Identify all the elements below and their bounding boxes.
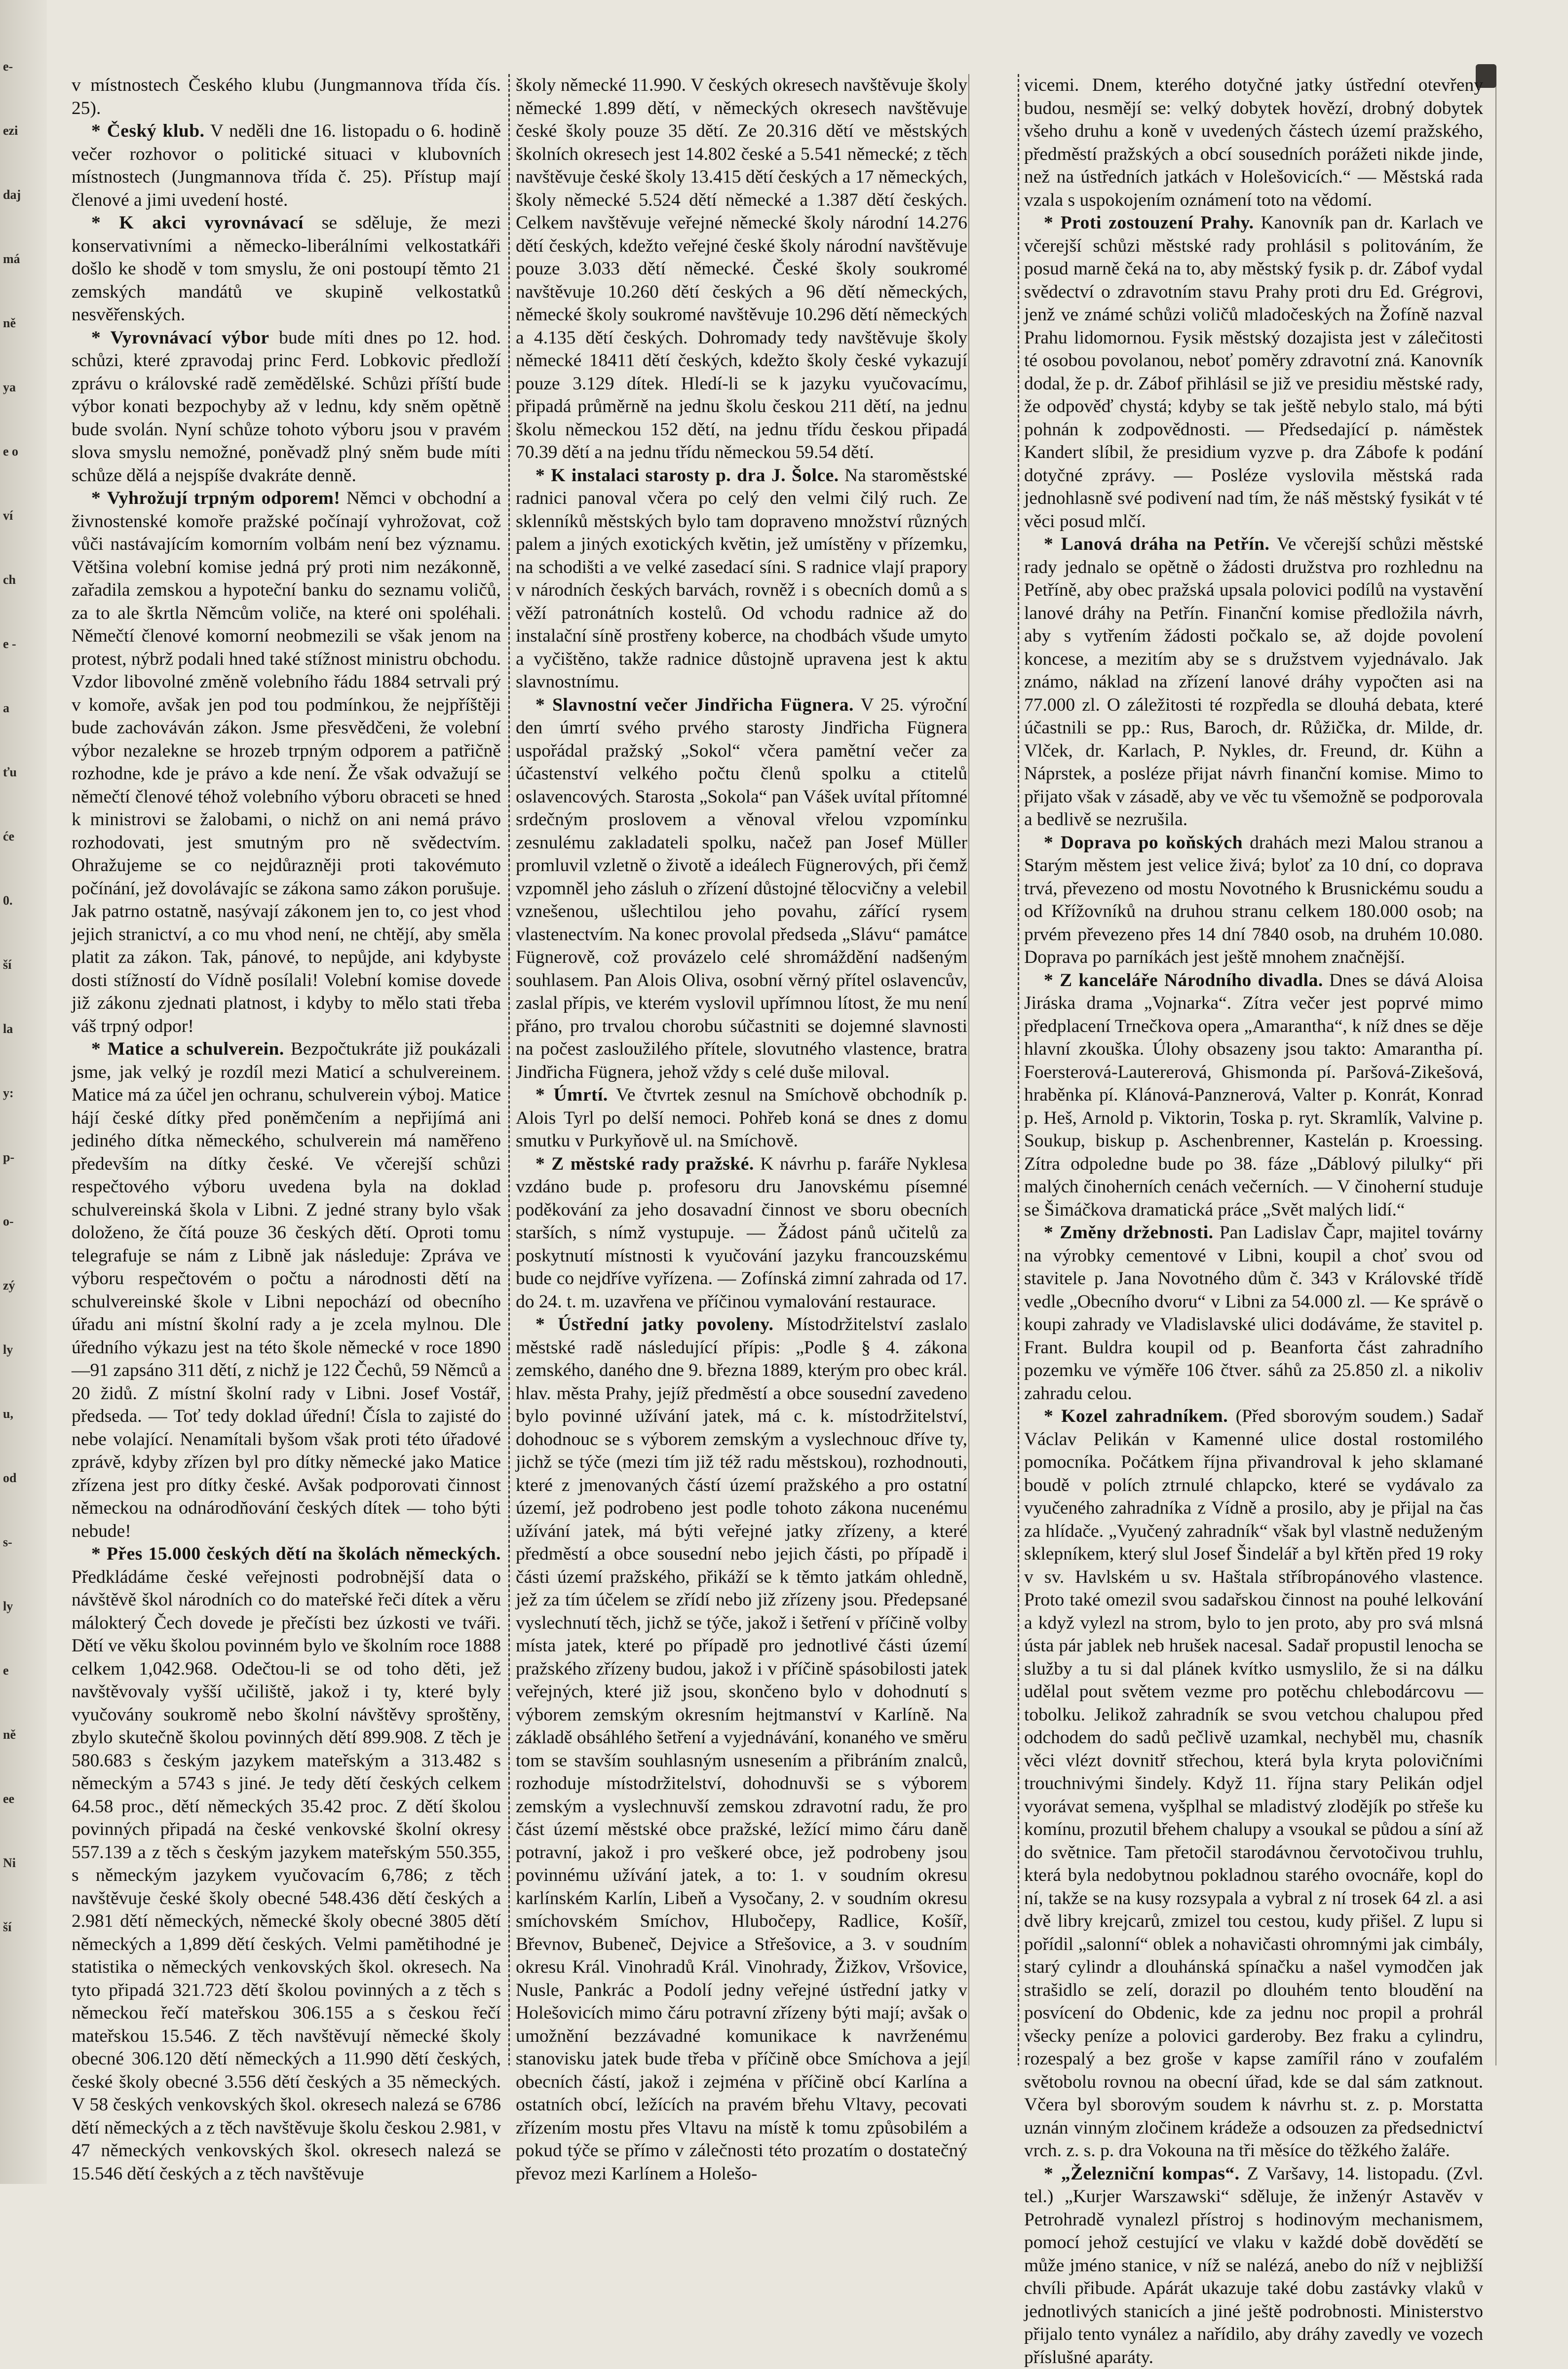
article-text: Na staroměstské radnici panoval včera po celý den velmi čilý ruch. Ze sklenníků městských bylo tam dopraveno množství různých palem a jiných exotických květin, jež umístěny v přízemku, na schodišti a ve velké zasedací síni. S radnice vlají prapory v národních českých barvách, rovněž i s obecních domů a s věží patronátních kostelů. Od vchodu radnice až do instalační síně prostřeny koberce, na chodbách všude umyto a vyčištěno, takže radnice důstojně upravena jest k aktu slavnostnímu. <box>516 465 967 692</box>
margin-fragment: Ni <box>3 1856 16 1871</box>
article-paragraph <box>1024 1222 1483 1405</box>
article-paragraph <box>72 120 501 212</box>
article-text: školy německé 11.990. V českých okresech navštěvuje školy německé 1.899 dětí, v německých okresech navštěvuje české školy pouze 35 dětí. Ze 20.316 dětí ve městských školních okresech jest 14.802 české a 5.541 německé; z těch navštěvuje české školy 13.415 dětí českých a 17 německých, školy německé 5.524 dětí německé a 1.387 dětí českých. Celkem navštěvuje veřejné německé školy národní 14.276 dětí českých, kdežto veřejné české školy národní navštěvuje pouze 3.033 dětí německé. České školy soukromé navštěvuje 10.260 dětí českých a 96 dětí německých, německé školy soukromé navštěvuje 10.296 dětí německých a 4.135 dětí českých. Dohromady tedy navštěvuje školy německé 18411 dětí českých, kdežto školy české vykazují pouze 3.129 dítek. Hledí-li se k jazyku vyučovacímu, připadá průměrně na jednu školu českou 211 dětí, na jednu školu německou 152 dětí, na jednu třídu českou připadá 70.39 dětí a na jednu třídu německou 59.54 dětí. <box>516 75 967 462</box>
article-heading: * Vyhrožují trpným odporem! <box>91 488 340 508</box>
article-paragraph <box>72 1038 501 1543</box>
margin-fragment: e o <box>3 444 18 459</box>
margin-fragment: ší <box>3 1920 11 1935</box>
margin-fragment: ví <box>3 508 13 523</box>
article-text: Z Varšavy, 14. listopadu. (Zvl. tel.) „Kurjer Warszawski“ sděluje, že inženýr Astavěv v Petrohradě vynalezl přístroj s hodinovým mechanismem, pomocí jehož cestující ve vlaku v každé době dovědětí se může jméno stanice, v níž se nalézá, anebo do níž v nejbližší chvíli přibude. Apárát ukazuje také dobu zastávky vlaků v jednotlivých stanicích a jiné ještě podrobnosti. Ministerstvo přijalo tento vynález a nařídilo, aby dráhy zavedly ve vozech příslušné aparáty. <box>1024 2164 1483 2368</box>
column-1 <box>72 74 501 2058</box>
article-paragraph <box>72 212 501 327</box>
article-heading: * Matice a schulverein. <box>91 1039 284 1059</box>
article-paragraph <box>1024 533 1483 832</box>
margin-fragment: ly <box>3 1599 13 1614</box>
article-paragraph <box>516 1084 967 1153</box>
margin-fragment: ší <box>3 957 11 972</box>
article-paragraph <box>72 1543 501 2185</box>
column-rule-2 <box>968 74 969 2065</box>
margin-fragment: s- <box>3 1535 12 1550</box>
article-text: Němci v obchodní a živnostenské komoře pražské počínají vyhrožovat, což vůči nastávajícím komorním volbám není bez významu. Většina volební komise jedná prý proti nim nezákonně, zařadila zemskou a hypoteční banku do seznamu voličů, za to ale škrtla Němcům voliče, na které oni spoléhali. Němečtí členové komorní neobmezili se však jenom na protest, nýbrž podali hned také stížnost ministru obchodu. Vzdor libovolné změně volebního řádu 1884 setrvali prý v komoře, avšak jen pod tou podmínkou, že nejpříštěji bude zachováván zákon. Jsme přesvědčeni, že volební výbor nezalekne se hrozeb trpným odporem a patřičně rozhodne, kde je právo a kde není. Že však odvažují se němečtí členové téhož volebního výboru obraceti se hned k ministrovi se žalobami, o nichž on ani nemá právo rozhodovati, jest smutným pro ně svědectvím. Ohražujeme se co nejdůrazněji proti takovémuto počínání, jež dovolávajíc se zákona samo zákon porušuje. Jak patrno ostatně, nasývají zákonem jen to, co jest vhod jejich stranictví, a co mu vhod není, ne chtějí, aby směla platit za zákon. Tak, pánové, to nepůjde, ani kdybyste dosti stížností do Vídně posílali! Volební komise dovede již zákonu zjednati platnost, i kdyby to mělo stati třeba váš trpný odpor! <box>72 488 501 1036</box>
article-text: se sděluje, že mezi konservativními a německo-liberálními velkostatkáři došlo ke shodě v tom smyslu, že oni postoupí těmto 21 zemských mandátů ve skupině velkostatků nesvěřenských. <box>72 213 501 325</box>
article-text: Ve včerejší schůzi městské rady jednalo se opětně o žádosti družstva pro rozhlednu na Petříně, aby obec pražská upsala polovici podílů na vystavění lanové dráhy na Petřín. Finanční komise předložila návrh, aby s vytřením žádosti počkalo se, až dojde povolení koncese, a mezitím aby se s družstvem vyjednávalo. Jak známo, náklad na zřízení lanové dráhy vypočten asi na 77.000 zl. O záležitosti té rozpředla se dlouhá debata, které účastnili se pp.: Rus, Baroch, dr. Růžička, dr. Milde, dr. Vlček, dr. Karlach, P. Nykles, dr. Freund, dr. Kühn a Náprstek, a posléze přijat návrh finanční komise. Mimo to přijato však v zásadě, aby ve věc tu všemožně se podporovala a bedlivě se nezrušila. <box>1024 534 1483 830</box>
margin-fragment: ně <box>3 316 16 331</box>
margin-fragment: u, <box>3 1407 13 1421</box>
column-rule-1 <box>508 74 510 2065</box>
margin-fragment: p- <box>3 1150 14 1165</box>
article-text: bude míti dnes po 12. hod. schůzi, které zpravodaj princ Ferd. Lobkovic předloží zprávu o královské radě zemědělské. Schůzi příští bude výbor konati bezpochyby až v lednu, kdy sněm opětně bude svolán. Nyní schůze tohoto výboru jsou v pravém slova smyslu nemožné, poněvadž plný sněm bude míti schůze dělá a nejspíše dvakráte denně. <box>72 328 501 486</box>
article-text: V neděli dne 16. listopadu o 6. hodině večer rozhovor o politické situaci v klubovních místnostech (Jungmannova třída č. 25). Přístup mají členové a jimi uvedení hosté. <box>72 121 501 210</box>
column-3 <box>1024 74 1483 2058</box>
article-heading: * Z městské rady pražské. <box>535 1154 754 1174</box>
margin-fragment: o- <box>3 1214 14 1229</box>
article-heading: * Kozel zahradníkem. <box>1044 1406 1228 1426</box>
article-heading: * Doprava po koňských <box>1044 833 1243 853</box>
article-paragraph <box>72 74 501 120</box>
column-2 <box>516 74 967 2058</box>
margin-fragment: e- <box>3 59 13 74</box>
article-paragraph <box>516 694 967 1084</box>
article-text: Pan Ladislav Čapr, majitel továrny na výrobky cementové v Libni, koupil a choť svou od stavitele p. Jana Novotného dům č. 343 v Královské třídě vedle „Obecního dvoru“ v Libni za 54.000 zl. — Ke správě o koupi zahrady ve Vladislavské ulici dodáváme, že stavitel p. Frant. Buldra koupil od p. Beanforta část zahradního pozemku ve výměře 106 čtver. sáhů za 25.850 zl. a nikoliv zahradu celou. <box>1024 1223 1483 1404</box>
article-text: Předkládáme české veřejnosti podrobnější data o návštěvě škol národních co do mateřské řeči dítek a věru málokterý Čech dovede je přečísti bez úzkosti ve tváři. Dětí ve věku školou povinném bylo ve školním roce 1888 celkem 1,042.968. Odečtou-li se od toho děti, jež navštěvovaly vyšší učiliště, jakož i ty, které byly vyučovány soukromě nebo školní návštěvy sproštěny, zbylo skutečně školou povinných dětí 899.908. Z těch je 580.683 s českým jazykem mateřským a 313.482 s německým a 5743 s jiné. Je tedy dětí českých celkem 64.58 proc., dětí německých 35.42 proc. Z dětí školou povinných připadá na české venkovské školní okresy 557.139 a z těch s českým jazykem mateřským 550.355, s německým jazykem vyučovacím 6,786; z těch navštěvuje české školy obecné 548.436 dětí českých a 2.981 dětí německých, německé školy obecné 3805 dětí německých a 1,899 dětí českých. Velmi pamětihodné je statistika o německých venkovských škol. okresech. Na tyto připadá 321.723 dětí školou povinných a z těch s německou řečí mateřskou 306.155 a s českou řečí mateřskou 15.546. Z těch navštěvují německé školy obecné 306.120 dětí německých a 11.990 dětí českých, české školy obecné 3.556 dětí českých a 35 německých. V 58 českých venkovských škol. okresech nalezá se 6786 dětí německých a z těch navštěvuje školu českou 2.981, v 47 německých venkovských škol. okresech nalezá se 15.546 dětí českých a z těch navštěvuje <box>72 1567 501 2184</box>
article-text: Místodržitelství zaslalo městské radě následující přípis: „Podle § 4. zákona zemského, daného dne 9. března 1889, kterým pro obec král. hlav. města Prahy, jejíž předměstí a obce sousední zavedeno bylo povinné užívání jatek, má c. k. místodržitelství, dohodnouc se s výborem zemským a vyslechnouc dříve ty, jichž se týče (mezi tím již též radu městskou), rozhodnouti, které z jmenovaných částí území pražského a pro ostatní území, jež podrobeno jest podle tohoto zákona nucenému užívání jatek, má býti veřejné jatky zřízeny, a které předměstí a obce sousední nebo jejich části, po případě i části území pražského, přikáží se k těmto jatkám ohledně, jež za tím účelem se zřídí nebo již zřízeny jsou. Předepsané vyslechnutí těch, jichž se týče, jakož i šetření v příčině volby místa jatek, které po případě pro jednotlivé části území pražského zřízeny budou, jakož i v příčině spásobilosti jatek veřejných, které již jsou, skončeno bylo v dohodnutí s výborem zemským okresním hejtmanství v Karlíně. Na základě obsáhlého šetření a vyjednávání, konaného ve směru tom se stavším souhlasným usnesením a přibráním znalců, rozhoduje místodržitelství, dohodnuvši se s výborem zemským a vyslechnuvší zemskou zdravotní radu, že pro část území městské obce pražské, ležící mimo čáru daně potravní, jakož i pro veškeré obce, jež podrobeny jsou povinnému užívání jatek, a to: 1. v soudním okresu karlínském Karlín, Libeň a Vysočany, 2. v soudním okresu smíchovském Smíchov, Hlubočepy, Radlice, Košíř, Břevnov, Bubeneč, Dejvice a Střešovice, a 3. v soudním okresu Král. Vinohradů Král. Vinohrady, Žižkov, Vršovice, Nusle, Pankrác a Podolí jedny veřejné ústřední jatky v Holešovicích mimo čáru potravní zřízeny býti mají; avšak o umožnění bezzávadné komunikace k navrženému stanovisku jatek bude třeba v příčině obce Smíchova a její obecních částí, jakož i zejména v příčině obcí Karlína a ostatních obcí, ležících na pravém břehu Vltavy, pecovati zřízením mostu přes Vltavu na místě k tomu způsobilém a pokud týče se přímo v zálečnosti této prozatím o dostatečný převoz mezi Karlínem a Holešo- <box>516 1314 967 2184</box>
margin-fragment: 0. <box>3 893 13 908</box>
margin-fragment: e <box>3 1663 9 1678</box>
article-heading: * Slavnostní večer Jindřicha Fügnera. <box>535 695 854 715</box>
margin-fragment: ně <box>3 1727 16 1742</box>
margin-fragment: e - <box>3 637 16 651</box>
article-heading: * K instalaci starosty p. dra J. Šolce. <box>535 465 839 486</box>
article-text: Ve čtvrtek zesnul na Smíchově obchodník p. Alois Tyrl po delší nemoci. Pohřeb koná se dnes z domu smutku v Purkyňově ul. na Smíchově. <box>516 1085 967 1151</box>
margin-fragment: zý <box>3 1278 15 1293</box>
article-paragraph <box>1024 969 1483 1222</box>
article-paragraph <box>516 1313 967 2185</box>
article-paragraph <box>516 464 967 694</box>
margin-fragment: ly <box>3 1342 13 1357</box>
margin-fragment: ya <box>3 380 16 395</box>
article-heading: * K akci vyrovnávací <box>91 213 304 233</box>
margin-fragment: ezi <box>3 123 18 138</box>
article-heading: * Ústřední jatky povoleny. <box>535 1314 773 1335</box>
page-edge-rule <box>1495 74 1496 2065</box>
margin-fragment: od <box>3 1471 16 1486</box>
article-heading: * Změny držebnosti. <box>1044 1223 1214 1243</box>
article-paragraph <box>1024 1405 1483 2163</box>
margin-fragment: má <box>3 252 20 267</box>
article-heading: * „Železniční kompas“. <box>1044 2164 1240 2184</box>
margin-fragment: ch <box>3 573 16 587</box>
article-heading: * Úmrtí. <box>535 1085 608 1105</box>
article-heading: * Proti zostouzení Prahy. <box>1044 213 1254 233</box>
article-paragraph <box>516 74 967 464</box>
article-paragraph <box>1024 212 1483 533</box>
article-text: Dnes se dává Aloisa Jiráska drama „Vojnarka“. Zítra večer jest poprvé mimo předplacení Trnečkova opera „Amarantha“, k níž dnes se děje hlavní zkouška. Úlohy obsazeny jsou takto: Amarantha pí. Foersterová-Lautererová, Ghismonda pí. Paršová-Zikešová, hraběnka pí. Klánová-Panznerová, Valter p. Konrát, Konrad p. Heš, Arnold p. Viktorin, Toska p. ryt. Skramlík, Valvine p. Soukup, biskup p. Aschenbrenner, Kastelán p. Kroessing. Zítra odpoledne bude po 38. fáze „Dáblový pilulky“ při malých činoherních cenách večerních. — V činoherní studuje se Šimáčkova dramatická práce „Svět malých lidí.“ <box>1024 970 1483 1220</box>
article-text: drahách mezi Malou stranou a Starým městem jest velice živá; byloť za 10 dní, co doprava trvá, převezeno od mostu Novotného k Brusnickému soudu a od Křížovníků na druhou stranu celkem 180.000 osob; na prvém převezeno přes 14 dní 7840 osob, na druhém 10.080. Doprava po parníkách jest ještě mnohem značnější. <box>1024 833 1483 968</box>
article-paragraph <box>1024 74 1483 212</box>
article-heading: * Vyrovnávací výbor <box>91 328 269 348</box>
article-heading: * Český klub. <box>91 121 204 141</box>
margin-fragment: daj <box>3 188 21 202</box>
article-text: v místnostech Českého klubu (Jungmannova třída čís. 25). <box>72 75 501 118</box>
article-paragraph <box>516 1153 967 1314</box>
article-paragraph <box>72 327 501 488</box>
article-text: V 25. výroční den úmrtí svého prvého starosty Jindřicha Fügnera uspořádal pražský „Sokol“ včera pamětní večer za účastenství velkého počtu členů spolku a ctitelů oslavencových. Starosta „Sokola“ pan Vášek uvítal přítomné srdečným proslovem a věnoval vřelou vzpomínku zesnulému zakladateli spolku, načež pan Josef Müller promluvil vzletně o životě a ideálech Fügnerových, při čemž vzpomněl jeho zásluh o zřízení důstojné tělocvičny a velebil vznešenou, ušlechtilou jeho povahu, zářící rysem vlastenectvím. Na konec provolal předseda „Slávu“ památce Fügnerově, což provázelo celé shromáždění nadšeným souhlasem. Pan Alois Oliva, osobní věrný přítel oslavencův, zaslal přípis, ve kterém vyslovil upřímnou lítost, že mu není přáno, pro trvalou chorobu súčastniti se dojemné slavnosti na počest zasloužilého přítele, slovutného vlastence, bratra Jindřicha Fügnera, jehož vždy s celé duše miloval. <box>516 695 967 1082</box>
adjacent-page-edge <box>0 0 47 2184</box>
margin-fragment: la <box>3 1022 13 1036</box>
article-heading: * Z kanceláře Národního divadla. <box>1044 970 1323 991</box>
article-text: (Před sborovým soudem.) Sadař Václav Pelikán v Kamenné ulice dostal rostomilého pomocníka. Počátkem října přivandroval k jeho sklamané boudě v polích ztrnulé chlapcko, které se vydávalo za vyučeného zahradníka z Vídně a prosilo, aby je přijal na čas za hlídače. „Vyučený zahradník“ však byl vlastně neduženým sklepníkem, který slul Josef Šindelář a byl křtěn před 19 roky v sv. Havlském u sv. Haštala stříbropánového vlastence. Proto také omezil svou sadařskou činnost na pouhé lelkování a když vylezl na strom, bylo to jen proto, aby pro svá mlsná ústa pár jablek neb hrušek nacesal. Sadař propustil lenocha se služby a tu si dal plánek kvítko usmyslilo, že si na dálku udělal pout světem vezme pro potěchu chlebodárcovu — tobolku. Jelikož zahradník se svou vetchou chalupou před odchodem do sadů pečlivě uzamkal, nechyběl mu, chasník věci vlézt dovnitř střechou, která byla kryta polovičními trouchnivými šindely. Když 11. října stary Pelikán odjel vyorávat semena, vyšplhal se mladistvý zlodějík po střeše ku komínu, prozutil břehem chalupy a vsoukal se půdou a síní až do světnice. Tam přetočil starodávnou červotočivou truhlu, která byla nedobytnou pokladnou starého ovocnáře, kopl do ní, takže se na kusy rozsypala a vybral z ní trosek 64 zl. a asi dvě libry krejcarů, zmizel tou cestou, kudy přišel. Z lupu si pořídil „salonní“ oblek a nohavičasti ohromnými jak cimbály, starý cylindr a dlouhánská spínačku a našel vymodčen jak strašidlo se zelí, dorazil po dlouhém tento bloudění na posvícení do Obdenic, kde za jednu noc propil a prohrál všecky peníze a polovici garderoby. Bez fraku a cylindru, rozespalý a bez groše v kapse zamířil ráno v zoufalém světobolu rovnou na obecní úřad, kde se dal sám zatknout. Včera byl sborovým soudem k návrhu st. z. p. Morstatta uznán vinným zločinem krádeže a odsouzen za předsednictví vrch. z. s. p. dra Vokouna na tři měsíce do těžkého žaláře. <box>1024 1406 1483 2161</box>
article-text: Bezpočtukráte již poukázali jsme, jak velký je rozdíl mezi Maticí a schulvereinem. Matice má za účel jen ochranu, schulverein výboj. Matice hájí české dítky před poněmčením a nepřijímá ani jediného dítka německého, schulverein má naměřeno především na dítky české. Ve včerejší schůzi respečtového výboru uvedena byla na doklad schulvereinská škola v Libni. Z jedné strany bylo však doloženo, že čítá pouze 36 českých dětí. Oproti tomu telegrafuje se nám z Libně jak následuje: Zpráva ve výboru respečtovém o počtu a národnosti dětí na schulvereinské škole v Libni nepochází od obecního úřadu ani místní školní rady a je zcela mylnou. Dle úředního výkazu jest na této škole německé v roce 1890—91 zapsáno 311 dětí, z nichž je 122 Čechů, 59 Němců a 20 židů. Z místní školní rady v Libni. Josef Vostář, předseda. — Toť tedy doklad úřední! Čísla to zajisté do nebe volající. Nenamítali byšom však proti této úřadové zprávě, kdyby zřízen byl pro dítky německé jako Matice zřízena jest pro dítky české. Avšak podporovati činnost německou na odnárodňování českých dítek — toho býti nebude! <box>72 1039 501 1541</box>
article-paragraph <box>1024 832 1483 969</box>
margin-fragment: ťu <box>3 765 17 780</box>
article-heading: * Přes 15.000 českých dětí na školách německých. <box>91 1544 501 1564</box>
article-paragraph <box>72 487 501 1038</box>
margin-fragment: y: <box>3 1086 14 1101</box>
column-rule-3 <box>1018 74 1019 2065</box>
margin-fragment: ee <box>3 1792 14 1806</box>
article-heading: * Lanová dráha na Petřín. <box>1044 534 1269 554</box>
margin-fragment: će <box>3 829 14 844</box>
article-paragraph <box>1024 2163 1483 2369</box>
article-text: vicemi. Dnem, kterého dotyčné jatky ústřední otevřeny budou, nesmějí se: velký dobytek hovězí, drobný dobytek všeho druhu a koně v uvedených částech území pražského, předměstí pražských a obcí sousedních porážeti nikde jinde, než na ústředních jatkách v Holešovicích.“ — Městská rada vzala s uspokojením oznámení toto na vědomí. <box>1024 75 1483 210</box>
article-text: K návrhu p. faráře Nyklesa vzdáno bude p. profesoru dru Janovskému písemné poděkování za jeho dosavadní činnost ve sboru obecních starších, s nímž vystupuje. — Žádost pánů učitelů za poskytnutí místnosti k vyučování jazyku francouzskému bude co nejdříve vyřízena. — Zofínská zimní zahrada od 17. do 24. t. m. uzavřena ve příčinou vymalování restaurace. <box>516 1154 967 1312</box>
article-text: Kanovník pan dr. Karlach ve včerejší schůzi městské rady prohlásil s politováním, že posud marně čeká na to, aby městský fysik p. dr. Zábof vydal svědectví o zdravotním stavu Prahy proti dru Ed. Grégrovi, jenž ve známé schůzi voličů mladočeských na Žofíně nazval Prahu lidomornou. Fysik městský dozajista jest v zálečitosti té osobou povolanou, neboť poměry zdravotní zná. Kanovník dodal, že p. dr. Zábof přihlásil se již ve presidiu městské rady, že odpověď chystá; kdyby se tak ještě nebylo stalo, má býti pohnán k zodpovědnosti. — Předsedající p. náměstek Kandert slíbil, že presidium vyzve p. dra Zábofe k podání dotyčné zprávy. — Posléze vyslovila městská rada jednohlasně své podivení nad tím, že náš městský fysikát v té věci posud mlčí. <box>1024 213 1483 532</box>
margin-fragment: a <box>3 701 9 716</box>
